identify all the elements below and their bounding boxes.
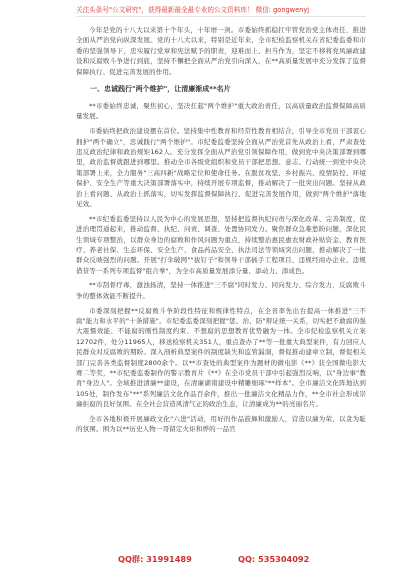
body-paragraph: **市委始终忠诚，聚焦初心，坚决扛起"两个维护"重大政治责任，以高质量政治监督保障高质量发展。 xyxy=(76,102,366,121)
body-paragraph: **市纪委监委坚持以人民为中心的发展思想，坚持把监督执纪问责与深化改革、完善制度、促进治理贯通起来，推动监督、执纪、问责、调查、处置协同发力。聚焦群众急难愁盼问题，深化民生领域专项整治，以群众身边的腐败和作风问题为重点，持续整治惠民惠农财政补贴资金、教育医疗、养老社保、生态环保、安全生产、食品药品安全、执法司法等领域突出问题，推动解决了一批群众反映强烈的问题。开展"打伞破网""拔钉子"和领导干部插手工程项目、违规经商办企业、违规借贷等一系列专项监督"组合拳"，为全市高质量发展添分量、添动力、添成色。 xyxy=(76,214,366,275)
body-paragraph: 市委始终把政治建设摆在首位。坚持集中性教育和经常性教育相结合，引导全市党员干部衷心拥护"两个确立"，忠诚践行"两个维护"。市纪委监委坚持全面从严治党首先从政治上看，严肃查处违反政治纪律和政治规矩162人。充分发挥全面从严治党引领保障作用，做到党中央决策部署到哪里，政治监督就跟进到哪里。推动全市各级党组织和党员干部把思想、意志、行动统一到党中央决策部署上来，全力服务"三高四新"战略定位和使命任务。在脱贫攻坚、乡村振兴、疫情防控、环境保护、安全生产等重大决策部署落实中，持续开展专项监督，推动解决了一批突出问题。坚持从政治上看问题、从政治上抓落实，切实发挥监督保障执行、促进完善发展作用，做到"两个维护"落地见效。 xyxy=(76,127,366,208)
section-heading xyxy=(76,84,366,94)
intro-paragraph: 今年是党的十八大以来第十个年头，十年磨一剑。市委始终抓稳扛牢管党治党主体责任，推进全面从严治党向纵深发展。党的十八大以来，特别是近年来，全市纪检监察机关在省纪委监委和市委的坚强领导下，忠实履行党章和宪法赋予的职责，迎难而上、担当作为，坚定不移将党风廉政建设和反腐败斗争进行到底，坚持不懈把全面从严治党引向深入，在**高质量发展中充分发挥了监督保障执行、促进完善发展的作用。 xyxy=(76,26,366,76)
body-paragraph: 市委深刻把握**反腐败斗争阶段性特征和规律性特点，在全省率先出台提高一体推进"三不腐"能力和水平的"十条措施"。市纪委监委深刻把握"惩、治、防"辩证统一关系，切实把不敢腐的强大震慑效能、不能腐的刚性制度约束、不想腐的思想教育优势融为一体。全市纪检监察机关立案12702件，处分11965人，移送检察机关351人，重点查办了**等一批重大典型案件，有力回应人民群众对反腐败的期盼。深入剖析典型案件的制度缺失和监管漏洞，督促推动建章立制，督促相关部门完善各类监督制度2800余个。以**市查处的典型案件为题材的微电影《**》获全国微电影大赛二等奖，**市纪委监委制作的警示教育片《**》在全市党员干部中引起强烈反响，以"身边事"教育"身边人"。全域推进清廉**建设，在清廉湖南建设中精雕细琢"**样本"。全市廉洁文化阵地达到105处，制作发布"**"系列廉洁文化作品百余件，推出一批廉洁文化精品力作，**全市社会形成崇廉拒腐的良好氛围。在全社会营造风清气正的政治生态，让清廉成为**的亮丽名片。 xyxy=(76,306,366,409)
header-divider xyxy=(76,16,366,17)
section-heading-number: 一、 xyxy=(90,85,104,94)
page-header: 关注头条号"公文研究"，获得最新最全最专业的公文资料库！ 微信: gongwenyj xyxy=(76,6,310,14)
qq-group-number: QQ群: 31991489 xyxy=(118,554,192,564)
body-paragraph: **市刮骨疗毒，激浊扬清，坚持一体推进"三不腐"同时发力、同向发力、综合发力，反腐败斗争的整体效能不断提升。 xyxy=(76,281,366,300)
document-body xyxy=(76,25,366,435)
qq-number: QQ: 535304092 xyxy=(238,554,310,564)
section-heading-text: 忠诚践行"两个维护"，让清廉渐成**名片 xyxy=(104,85,231,94)
body-paragraph: 全市各地积极开展廉政文化"六进"活动，用好的作品鼓舞和激励人，营造以廉为荣、以贪为耻的氛围。围为以**历史人物一哥留定火炬和烨的一品官 xyxy=(76,414,366,434)
